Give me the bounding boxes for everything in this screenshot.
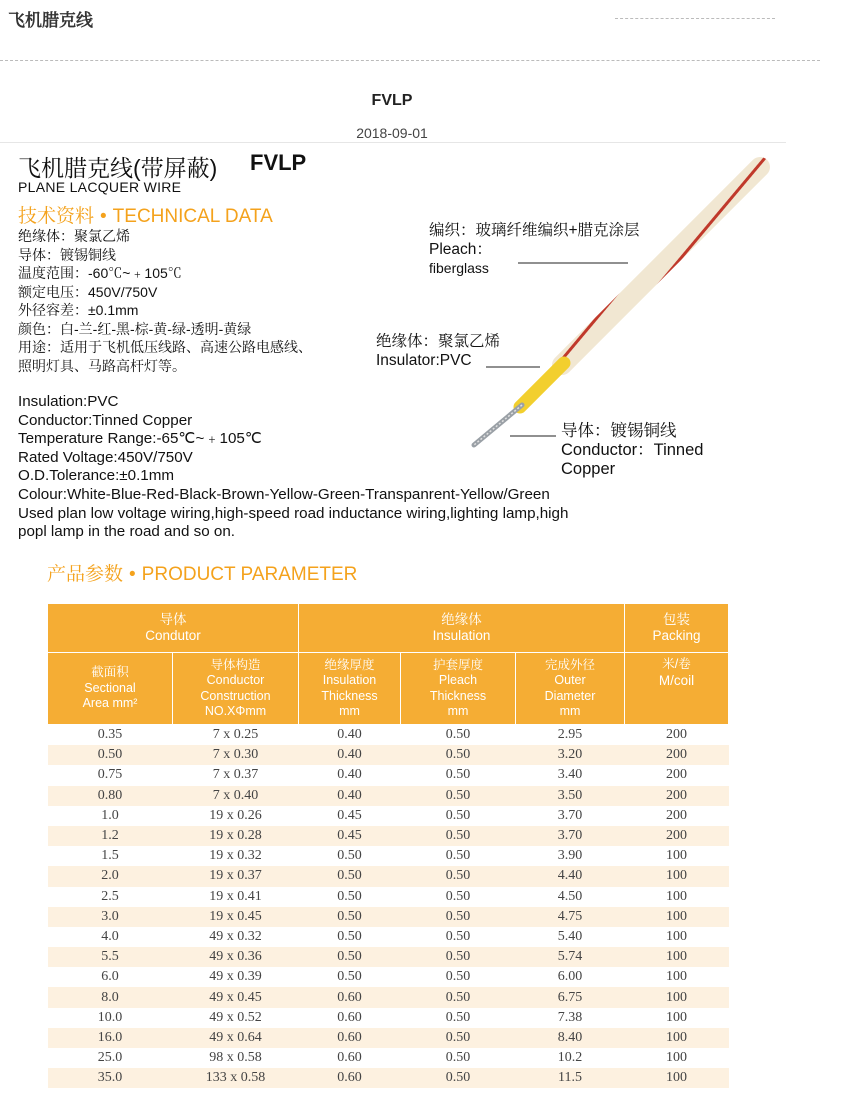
column-header-line: Thickness [429, 688, 487, 703]
table-row [48, 1048, 729, 1068]
table-cell: 5.5 [48, 947, 173, 967]
pleach-label [429, 221, 640, 278]
table-row [48, 806, 729, 826]
table-cell: 5.74 [516, 947, 625, 967]
table-cell: 0.50 [401, 947, 516, 967]
table-cell: 2.95 [557, 727, 583, 743]
table-cell: 200 [625, 786, 729, 806]
table-cell: 6.0 [101, 969, 119, 985]
product-parameter-table [47, 603, 729, 1088]
table-cell: 0.50 [401, 786, 516, 806]
table-cell: 0.45 [337, 807, 362, 823]
column-header-outer-diameter [516, 653, 625, 725]
column-header-line: Pleach [438, 673, 478, 687]
conductor-label-line: Conductor：Tinned [561, 441, 704, 459]
column-header-line: Area mm² [82, 696, 138, 711]
table-cell: 0.80 [48, 786, 173, 806]
table-cell: 0.60 [299, 1068, 401, 1088]
table-cell: 98 x 0.58 [209, 1050, 262, 1066]
column-header-line: Diameter [544, 688, 596, 703]
column-header-packing [625, 653, 729, 725]
table-cell: 0.60 [299, 987, 401, 1007]
column-header-line: Construction [200, 688, 271, 703]
table-cell: 0.50 [445, 888, 471, 904]
parameter-heading-en: PRODUCT PARAMETER [141, 564, 358, 585]
table-cell: 200 [625, 745, 729, 765]
table-cell: 3.40 [557, 767, 583, 783]
table-cell: 100 [666, 928, 688, 944]
table-cell: 0.45 [299, 826, 401, 846]
table-cell: 6.00 [557, 969, 583, 985]
column-header-line: Outer [554, 673, 586, 687]
table-cell: 100 [625, 1068, 729, 1088]
column-header-line: Insulation [322, 673, 377, 687]
table-row [48, 987, 729, 1007]
table-cell: 3.90 [557, 848, 583, 864]
spec-cn-line: 外径容差：±0.1mm [18, 302, 139, 318]
table-cell: 0.50 [401, 826, 516, 846]
column-header-line: mm [559, 704, 581, 718]
table-cell: 7 x 0.30 [173, 745, 299, 765]
table-cell: 100 [666, 888, 688, 904]
table-row [48, 846, 729, 866]
group-header-packing [625, 604, 729, 653]
group-header-cn: 包装 [663, 612, 691, 627]
column-header-line: 米/卷 [662, 657, 691, 671]
technical-data-heading [18, 201, 273, 228]
table-cell: 0.50 [299, 866, 401, 886]
table-cell: 100 [666, 1050, 688, 1066]
column-header-line: Sectional [84, 680, 136, 695]
table-cell: 0.50 [445, 1050, 471, 1066]
table-row [48, 927, 729, 947]
table-row [48, 725, 729, 746]
column-header-pleach-thickness [401, 653, 516, 725]
table-cell: 0.50 [401, 1068, 516, 1088]
table-cell: 7 x 0.37 [212, 767, 259, 783]
spec-en-line: Colour:White-Blue-Red-Black-Brown-Yellow-Green-Transpanrent-Yellow/Green [18, 485, 550, 503]
column-header-line: 截面积 [91, 665, 129, 680]
wire-illustration [460, 155, 770, 455]
column-header-line: 完成外径 [545, 657, 596, 672]
table-cell: 0.40 [337, 767, 362, 783]
spec-cn-line: 绝缘体：聚氯乙烯 [18, 228, 130, 244]
spec-en-line: O.D.Tolerance:±0.1mm [18, 467, 175, 485]
technical-heading-en: TECHNICAL DATA [112, 206, 273, 227]
table-cell: 3.50 [516, 786, 625, 806]
conductor-label-line: 导体：镀锡铜线 [561, 422, 677, 440]
table-cell: 49 x 0.52 [209, 1009, 262, 1025]
technical-heading-separator: • [100, 206, 107, 227]
table-cell: 0.40 [299, 786, 401, 806]
table-cell: 200 [666, 727, 688, 743]
table-cell: 0.50 [445, 969, 471, 985]
table-cell: 49 x 0.36 [173, 947, 299, 967]
table-cell: 0.50 [445, 848, 471, 864]
spec-cn-line: 额定电压：450V/750V [18, 283, 158, 300]
spec-cn-line: 用途：适用于飞机低压线路、高速公路电感线、 [18, 339, 312, 355]
table-row [48, 765, 729, 785]
table-cell: 3.70 [557, 807, 583, 823]
date-divider [0, 142, 786, 143]
table-cell: 0.50 [299, 907, 401, 927]
table-row [48, 1068, 729, 1088]
table-cell: 7 x 0.40 [173, 786, 299, 806]
table-cell: 3.70 [516, 826, 625, 846]
table-cell: 0.50 [337, 848, 362, 864]
table-cell: 0.50 [445, 928, 471, 944]
conductor-label-line: Copper [561, 460, 616, 478]
group-header-cn: 导体 [159, 612, 187, 627]
table-cell: 0.60 [299, 1028, 401, 1048]
table-cell: 100 [625, 1028, 729, 1048]
insulator-label [376, 332, 500, 370]
table-cell: 0.60 [337, 1009, 362, 1025]
table-cell: 49 x 0.45 [173, 987, 299, 1007]
table-cell: 10.2 [557, 1050, 583, 1066]
table-cell: 16.0 [48, 1028, 173, 1048]
column-header-line: 导体构造 [210, 657, 261, 672]
table-cell: 100 [625, 866, 729, 886]
table-cell: 0.50 [401, 745, 516, 765]
product-name-en: PLANE LACQUER WIRE [18, 179, 182, 195]
table-cell: 200 [625, 826, 729, 846]
table-cell: 19 x 0.26 [209, 807, 262, 823]
table-cell: 200 [666, 767, 688, 783]
group-header-en: Condutor [145, 628, 201, 643]
insulator-label-line: Insulator:PVC [376, 352, 472, 369]
table-cell: 3.0 [48, 907, 173, 927]
table-cell: 0.50 [299, 947, 401, 967]
table-cell: 2.0 [48, 866, 173, 886]
table-cell: 0.50 [337, 928, 362, 944]
table-column-header-row [48, 653, 729, 725]
table-row [48, 786, 729, 806]
header-divider-short [615, 18, 775, 19]
parameter-heading-cn: 产品参数 [47, 564, 124, 585]
table-cell: 0.75 [97, 767, 123, 783]
technical-heading-cn: 技术资料 [18, 206, 95, 227]
table-cell: 0.50 [401, 1028, 516, 1048]
table-cell: 5.40 [557, 928, 583, 944]
article-title: FVLP [371, 92, 413, 109]
pleach-label-line: fiberglass [429, 260, 489, 276]
table-row [48, 1028, 729, 1048]
table-row [48, 826, 729, 846]
spec-en-line: Used plan low voltage wiring,high-speed road inductance wiring,lighting lamp,high [18, 504, 569, 522]
product-parameter-heading [47, 559, 357, 586]
group-header-cn: 绝缘体 [441, 612, 482, 627]
table-cell: 0.50 [445, 807, 471, 823]
group-header-en: Packing [652, 628, 701, 643]
table-cell: 19 x 0.32 [209, 848, 262, 864]
table-cell: 19 x 0.41 [209, 888, 262, 904]
table-row [48, 1008, 729, 1028]
column-header-line: NO.XΦmm [204, 704, 267, 718]
product-code: FVLP [250, 150, 307, 175]
spec-en-line: Conductor:Tinned Copper [18, 411, 193, 429]
table-group-header-row [48, 604, 729, 653]
table-cell: 8.40 [516, 1028, 625, 1048]
table-cell: 1.0 [101, 807, 119, 823]
table-cell: 100 [625, 907, 729, 927]
spec-cn-line: 颜色：白-兰-红-黑-棕-黄-绿-透明-黄绿 [18, 320, 252, 337]
table-cell: 0.40 [299, 745, 401, 765]
column-header-line: 绝缘厚度 [324, 657, 375, 672]
table-cell: 7.38 [557, 1009, 583, 1025]
table-row [48, 866, 729, 886]
table-cell: 0.50 [337, 888, 362, 904]
table-cell: 100 [625, 987, 729, 1007]
table-cell: 0.50 [401, 866, 516, 886]
column-header-line: mm [447, 704, 469, 718]
page-header-title: 飞机腊克线 [8, 11, 93, 30]
parameter-heading-separator: • [129, 564, 136, 585]
table-cell: 6.75 [516, 987, 625, 1007]
table-cell: 0.50 [48, 745, 173, 765]
table-cell: 1.5 [101, 848, 119, 864]
column-header-line: Thickness [321, 688, 378, 703]
table-cell: 0.50 [401, 907, 516, 927]
spec-en-line: Rated Voltage:450V/750V [18, 448, 193, 466]
pleach-label-line: Pleach： [429, 241, 492, 258]
header-divider [0, 60, 820, 61]
column-header-insulation-thickness [299, 653, 401, 725]
table-cell: 4.40 [516, 866, 625, 886]
table-cell: 1.2 [48, 826, 173, 846]
spec-cn-line: 导体：镀锡铜线 [18, 246, 116, 263]
table-cell: 2.5 [101, 888, 119, 904]
table-cell: 100 [666, 848, 688, 864]
table-cell: 100 [625, 947, 729, 967]
table-cell: 100 [666, 969, 688, 985]
table-cell: 0.35 [97, 727, 123, 743]
table-cell: 200 [666, 807, 688, 823]
table-cell: 100 [666, 1009, 688, 1025]
table-cell: 4.0 [101, 928, 119, 944]
table-cell: 4.75 [516, 907, 625, 927]
table-row [48, 887, 729, 907]
table-cell: 0.50 [445, 1009, 471, 1025]
table-cell: 0.60 [337, 1050, 362, 1066]
table-cell: 35.0 [48, 1068, 173, 1088]
specs-cn-list [18, 227, 312, 375]
table-cell: 0.50 [445, 767, 471, 783]
table-cell: 19 x 0.37 [173, 866, 299, 886]
group-header-en: Insulation [432, 628, 491, 643]
table-cell: 0.50 [445, 727, 471, 743]
table-body [48, 725, 729, 1089]
product-name-cn: 飞机腊克线(带屏蔽) [18, 155, 218, 181]
spec-cn-line: 照明灯具、马路高杆灯等。 [18, 357, 186, 374]
table-row [48, 745, 729, 765]
group-header-conductor [48, 604, 299, 653]
spec-cn-line: 温度范围：-60℃~﹢105℃ [18, 265, 182, 281]
group-header-insulation [299, 604, 625, 653]
table-cell: 25.0 [97, 1050, 123, 1066]
article-date: 2018-09-01 [356, 125, 428, 141]
table-row [48, 967, 729, 987]
table-cell: 49 x 0.64 [173, 1028, 299, 1048]
table-cell: 3.20 [516, 745, 625, 765]
pleach-label-line: 编织：玻璃纤维编织+腊克涂层 [429, 222, 640, 239]
column-header-line: M/coil [658, 672, 695, 688]
insulation-shape [520, 363, 564, 407]
spec-en-line: Insulation:PVC [18, 393, 119, 410]
column-header-sectional-area [48, 653, 173, 725]
table-cell: 0.50 [401, 987, 516, 1007]
table-cell: 0.40 [337, 727, 362, 743]
table-cell: 7 x 0.25 [212, 727, 259, 743]
table-cell: 10.0 [97, 1009, 123, 1025]
conductor-label [561, 422, 703, 479]
table-cell: 19 x 0.28 [173, 826, 299, 846]
insulator-label-line: 绝缘体：聚氯乙烯 [376, 333, 501, 350]
table-cell: 133 x 0.58 [173, 1068, 299, 1088]
column-header-line: mm [339, 704, 360, 718]
column-header-line: Conductor [206, 673, 265, 687]
table-row [48, 907, 729, 927]
column-header-conductor-construction [173, 653, 299, 725]
table-cell: 49 x 0.32 [209, 928, 262, 944]
table-cell: 19 x 0.45 [173, 907, 299, 927]
table-cell: 0.50 [337, 969, 362, 985]
spec-en-line: Temperature Range:-65℃~﹢105℃ [18, 430, 262, 448]
table-row [48, 947, 729, 967]
table-cell: 8.0 [48, 987, 173, 1007]
table-cell: 4.50 [557, 888, 583, 904]
table-cell: 11.5 [516, 1068, 625, 1088]
spec-en-line: popl lamp in the road and so on. [18, 523, 235, 541]
table-cell: 49 x 0.39 [209, 969, 262, 985]
column-header-line: 护套厚度 [433, 657, 484, 672]
